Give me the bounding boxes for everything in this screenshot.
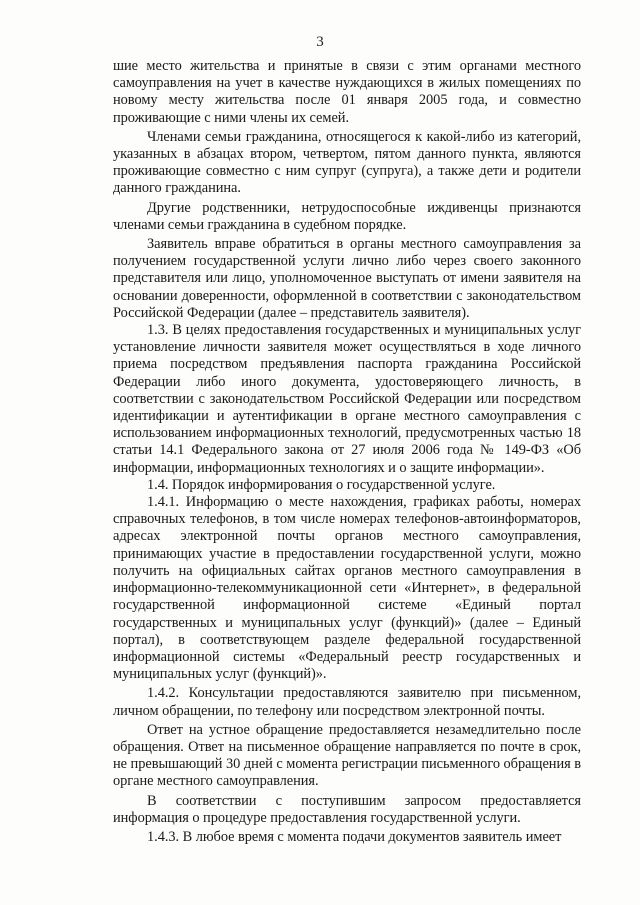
paragraph-9: Ответ на устное обращение предоставляется незамедлительно после обращения. Ответ на письменное обращение направляется по почте в срок, не превышающий 30 дней с момента регистрации письменного обращения в органе местного самоуправления.: [113, 721, 581, 790]
paragraph-7: 1.4.1. Информацию о месте нахождения, графиках работы, номерах справочных телефонов, в том числе номерах телефонов-автоинформаторов, адресах электронной почты органов местного самоуправления, принимающих участие в предоставлении государственной услуги, можно получить на официальных сайтах органов местного самоуправления в информационно-телекоммуникационной сети «Интернет», в федеральной государственной информационной системе «Единый портал государственных и муниципальных услуг (функций)» (далее – Единый портал), в соответствующем разделе федеральной государственной информационной системы «Федеральный реестр государственных и муниципальных услуг (функций)».: [113, 494, 581, 683]
paragraph-2: Членами семьи гражданина, относящегося к какой-либо из категорий, указанных в абзацах втором, четвертом, пятом данного пункта, являются проживающие совместно с ним супруг (супруга), а также дети и родители данного гражданина.: [113, 128, 581, 197]
paragraph-3: Другие родственники, нетрудоспособные иждивенцы признаются членами семьи гражданина в судебном порядке.: [113, 199, 581, 233]
paragraph-1: шие место жительства и принятые в связи с этим органами местного самоуправления на учет в качестве нуждающихся в жилых помещениях по новому месту жительства после 01 января 2005 года, и совместно проживающие с ними члены их семей.: [113, 58, 581, 126]
paragraph-11: 1.4.3. В любое время с момента подачи документов заявитель имеет: [147, 828, 562, 845]
paragraph-8: 1.4.2. Консультации предоставляются заявителю при письменном, личном обращении, по телефону или посредством электронной почты.: [113, 685, 581, 719]
paragraph-5: 1.3. В целях предоставления государственных и муниципальных услуг установление личности заявителя может осуществляться в ходе личного приема посредством предъявления паспорта гражданина Российской Федерации либо иного документа, удостоверяющего личность, в соответствии с законодательством Российской Федерации или посредством идентификации и аутентификации в органе местного самоуправления с использованием информационных технологий, предусмотренных частью 18 статьи 14.1 Федерального закона от 27 июля 2006 года № 149-ФЗ «Об информации, информационных технологиях и о защите информации».: [113, 322, 581, 476]
document-body: [113, 58, 581, 846]
paragraph-4: Заявитель вправе обратиться в органы местного самоуправления за получением государственной услуги лично либо через своего законного представителя или лицо, уполномоченное выступать от имени заявителя на основании доверенности, оформленной в соответствии с законодательством Российской Федерации (далее – представитель заявителя).: [113, 236, 581, 321]
paragraph-6: 1.4. Порядок информирования о государственной услуге.: [147, 476, 496, 493]
paragraph-10: В соответствии с поступившим запросом предоставляется информация о процедуре предоставления государственной услуги.: [113, 792, 581, 826]
page-number: 3: [316, 34, 324, 50]
